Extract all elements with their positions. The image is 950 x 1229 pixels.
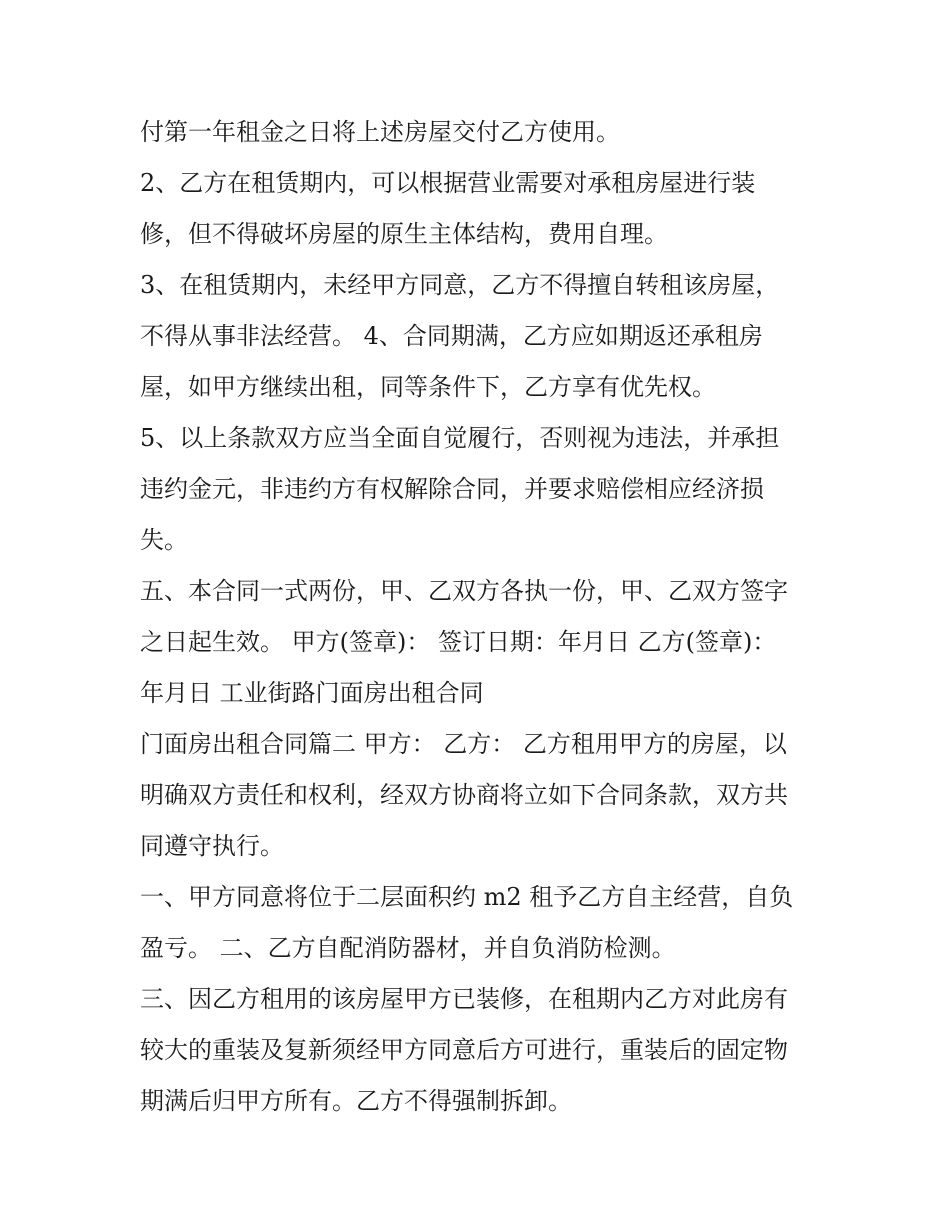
text-line: 违约金元，非违约方有权解除合同，并要求赔偿相应经济损 xyxy=(140,475,764,503)
text-line: 2、乙方在租赁期内，可以根据营业需要对承租房屋进行装 xyxy=(140,169,756,197)
text-line: 3、在租赁期内，未经甲方同意，乙方不得擅自转租该房屋， xyxy=(140,271,780,299)
contract-text xyxy=(140,107,830,1127)
text-line: 失。 xyxy=(140,526,188,554)
text-line: 盈亏。 二、乙方自配消防器材，并自负消防检测。 xyxy=(140,934,676,962)
text-line: 屋，如甲方继续出租，同等条件下，乙方享有优先权。 xyxy=(140,373,716,401)
text-line: 较大的重装及复新须经甲方同意后方可进行，重装后的固定物 xyxy=(140,1036,788,1064)
text-line: 之日起生效。 甲方(签章)： 签订日期：年月日 乙方(签章)： xyxy=(140,628,777,656)
text-line: 五、本合同一式两份，甲、乙双方各执一份，甲、乙双方签字 xyxy=(140,577,788,605)
text-line: 年月日 工业街路门面房出租合同 xyxy=(140,679,484,707)
text-line: 一、甲方同意将位于二层面积约 m2 租予乙方自主经营，自负 xyxy=(140,883,794,911)
text-line: 明确双方责任和权利，经双方协商将立如下合同条款，双方共 xyxy=(140,781,788,809)
text-line: 不得从事非法经营。 4、合同期满，乙方应如期返还承租房 xyxy=(140,322,763,350)
text-line: 同遵守执行。 xyxy=(140,832,284,860)
text-line: 门面房出租合同篇二 甲方： 乙方： 乙方租用甲方的房屋，以 xyxy=(140,730,787,758)
text-line: 三、因乙方租用的该房屋甲方已装修，在租期内乙方对此房有 xyxy=(140,985,788,1013)
text-line: 付第一年租金之日将上述房屋交付乙方使用。 xyxy=(140,118,620,146)
text-line: 修，但不得破坏房屋的原生主体结构，费用自理。 xyxy=(140,220,668,248)
text-line: 期满后归甲方所有。乙方不得强制拆卸。 xyxy=(140,1087,572,1115)
text-line: 5、以上条款双方应当全面自觉履行，否则视为违法，并承担 xyxy=(140,424,780,452)
